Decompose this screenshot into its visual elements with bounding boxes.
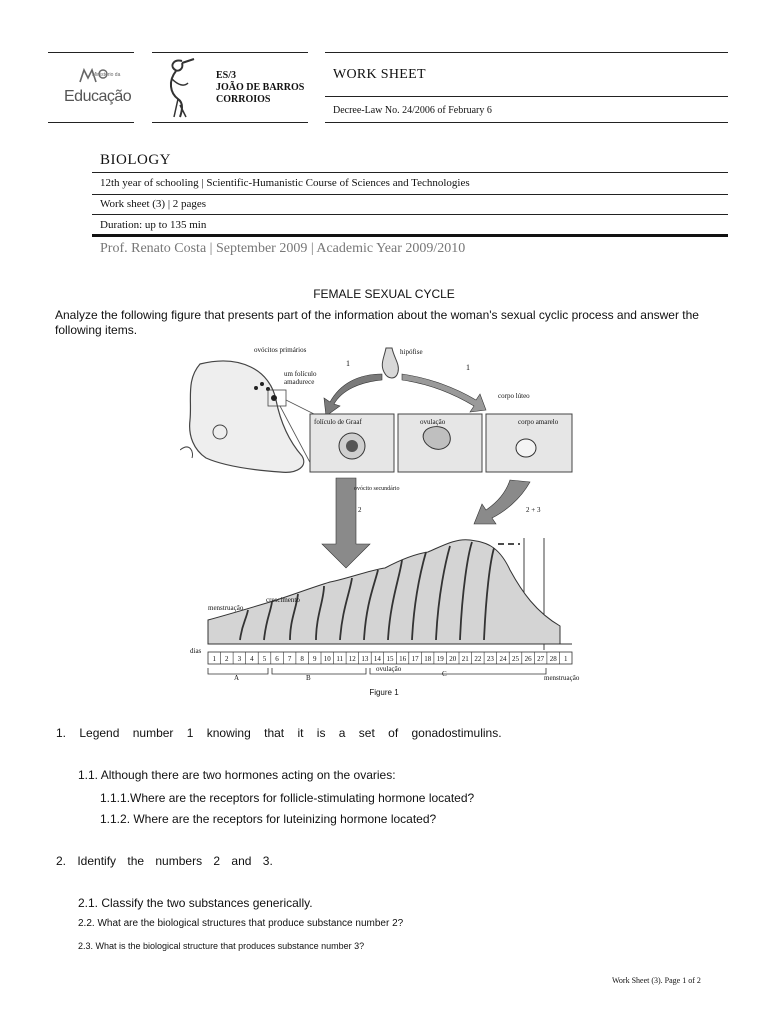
day-label: 23	[486, 655, 494, 663]
figure-caption: Figure 1	[369, 688, 399, 697]
label-menstruation: menstruação	[208, 604, 244, 612]
question-1-1: 1.1. Although there are two hormones acting on the ovaries:	[78, 768, 396, 782]
label-corpus-luteum: corpo lúteo	[498, 392, 530, 400]
label-arrow-1-left: 1	[346, 359, 350, 368]
question-1-1-2: 1.1.2. Where are the receptors for luteinizing hormone located?	[100, 812, 437, 826]
day-label: 27	[537, 655, 545, 663]
header-rule-mid-top	[152, 52, 308, 53]
question-2-3: 2.3. What is the biological structure that produces substance number 3?	[78, 941, 365, 951]
day-label: 5	[262, 655, 267, 663]
question-2-2: 2.2. What are the biological structures that produce substance number 2?	[78, 918, 404, 929]
subject-title: BIOLOGY	[100, 152, 171, 168]
day-label: 12	[348, 655, 356, 663]
day-label: 10	[323, 655, 331, 663]
label-secondary-oocyte: ovócito secundário	[354, 486, 400, 492]
header-rule-right-mid	[325, 96, 728, 97]
label-phase-a: A	[234, 674, 240, 682]
label-menstruation-end: menstruação	[544, 674, 580, 682]
day-label: 24	[499, 655, 507, 663]
day-label: 1	[212, 655, 217, 663]
decree-law: Decree-Law No. 24/2006 of February 6	[333, 105, 492, 116]
ministry-name: Educação	[64, 88, 132, 105]
day-label: 20	[449, 655, 457, 663]
day-label: 22	[474, 655, 482, 663]
primary-oocyte-dot-2	[260, 382, 264, 386]
endometrium-band	[208, 540, 560, 644]
header-rule-left-top	[48, 52, 134, 53]
course-rule-1	[92, 172, 728, 173]
day-label: 14	[373, 655, 381, 663]
day-label: 7	[287, 655, 292, 663]
worksheet-line: Work sheet (3) | 2 pages	[100, 198, 207, 210]
label-phase-b: B	[306, 674, 311, 682]
day-label: 3	[237, 655, 242, 663]
primary-oocyte-dot-1	[254, 386, 258, 390]
days-axis-labels	[213, 655, 568, 663]
day-label: 26	[524, 655, 532, 663]
day-label: 11	[336, 655, 344, 663]
label-days: dias	[190, 647, 202, 655]
hypophysis-drawing	[382, 348, 398, 378]
female-cycle-figure	[180, 340, 580, 685]
day-label: 28	[549, 655, 557, 663]
label-arrow-1-right: 1	[466, 363, 470, 372]
question-2-1: 2.1. Classify the two substances generically.	[78, 896, 313, 910]
day-label: 8	[300, 655, 304, 663]
day-label: 21	[461, 655, 469, 663]
header-rule-right-top	[325, 52, 728, 53]
label-graaf-follicle: folículo de Graaf	[314, 418, 362, 426]
page-footer: Work Sheet (3). Page 1 of 2	[612, 976, 701, 985]
day-label: 16	[399, 655, 407, 663]
label-hypophysis: hipófise	[400, 348, 423, 356]
label-maturing-follicle-2: amadurece	[284, 378, 315, 386]
day-label: 4	[250, 655, 254, 663]
question-1-1-1: 1.1.1.Where are the receptors for follicle-stimulating hormone located?	[100, 791, 475, 805]
header-rule-right-bottom	[325, 122, 728, 123]
school-info	[216, 70, 304, 106]
duration-line: Duration: up to 135 min	[100, 219, 207, 231]
header-rule-left-bottom	[48, 122, 134, 123]
school-bird-logo	[160, 55, 200, 119]
label-maturing-follicle-1: um folículo	[284, 370, 317, 378]
day-label: 6	[275, 655, 279, 663]
day-label: 2	[225, 655, 229, 663]
arrow-2-3	[474, 480, 530, 524]
section-title: FEMALE SEXUAL CYCLE	[313, 287, 455, 301]
arrow-1-left	[324, 374, 382, 416]
arrow-1-right	[402, 374, 486, 412]
day-label: 17	[411, 655, 419, 663]
day-label: 1	[563, 655, 568, 663]
school-name-line1: JOÃO DE BARROS	[216, 82, 305, 93]
professor-line: Prof. Renato Costa | September 2009 | Academic Year 2009/2010	[100, 241, 466, 256]
school-code: ES/3	[216, 70, 237, 81]
day-label: 15	[386, 655, 394, 663]
course-thick-rule	[92, 234, 728, 237]
ministry-logo-text: Ministério da	[92, 72, 121, 78]
label-yellow-body: corpo amarelo	[518, 418, 559, 426]
question-1: 1. Legend number 1 knowing that it is a set of gonadostimulins.	[56, 726, 502, 740]
label-arrow-2-3: 2 + 3	[526, 506, 541, 514]
intro-paragraph: Analyze the following figure that presents part of the information about the woman's sexual cyclic process and answer the following items.	[55, 308, 699, 337]
course-rule-2	[92, 194, 728, 195]
phase-bracket-b	[272, 668, 366, 674]
label-ovulation-panel: ovulação	[420, 418, 446, 426]
year-line: 12th year of schooling | Scientific-Humanistic Course of Sciences and Technologies	[100, 177, 470, 189]
question-2: 2. Identify the numbers 2 and 3.	[56, 854, 273, 868]
day-label: 9	[312, 655, 317, 663]
label-arrow-2: 2	[358, 506, 362, 514]
label-growth: crescimento	[266, 596, 300, 604]
school-name-line2: CORROIOS	[216, 94, 271, 105]
day-label: 18	[424, 655, 432, 663]
label-phase-c: C	[442, 670, 447, 678]
day-label: 19	[436, 655, 444, 663]
label-primary-oocytes: ovócitos primários	[254, 346, 307, 354]
label-ovulation-day: ovulação	[376, 665, 402, 673]
header-rule-mid-bottom	[152, 122, 308, 123]
worksheet-title: WORK SHEET	[333, 67, 426, 82]
course-rule-3	[92, 214, 728, 215]
day-label: 13	[361, 655, 369, 663]
day-label: 25	[512, 655, 519, 663]
